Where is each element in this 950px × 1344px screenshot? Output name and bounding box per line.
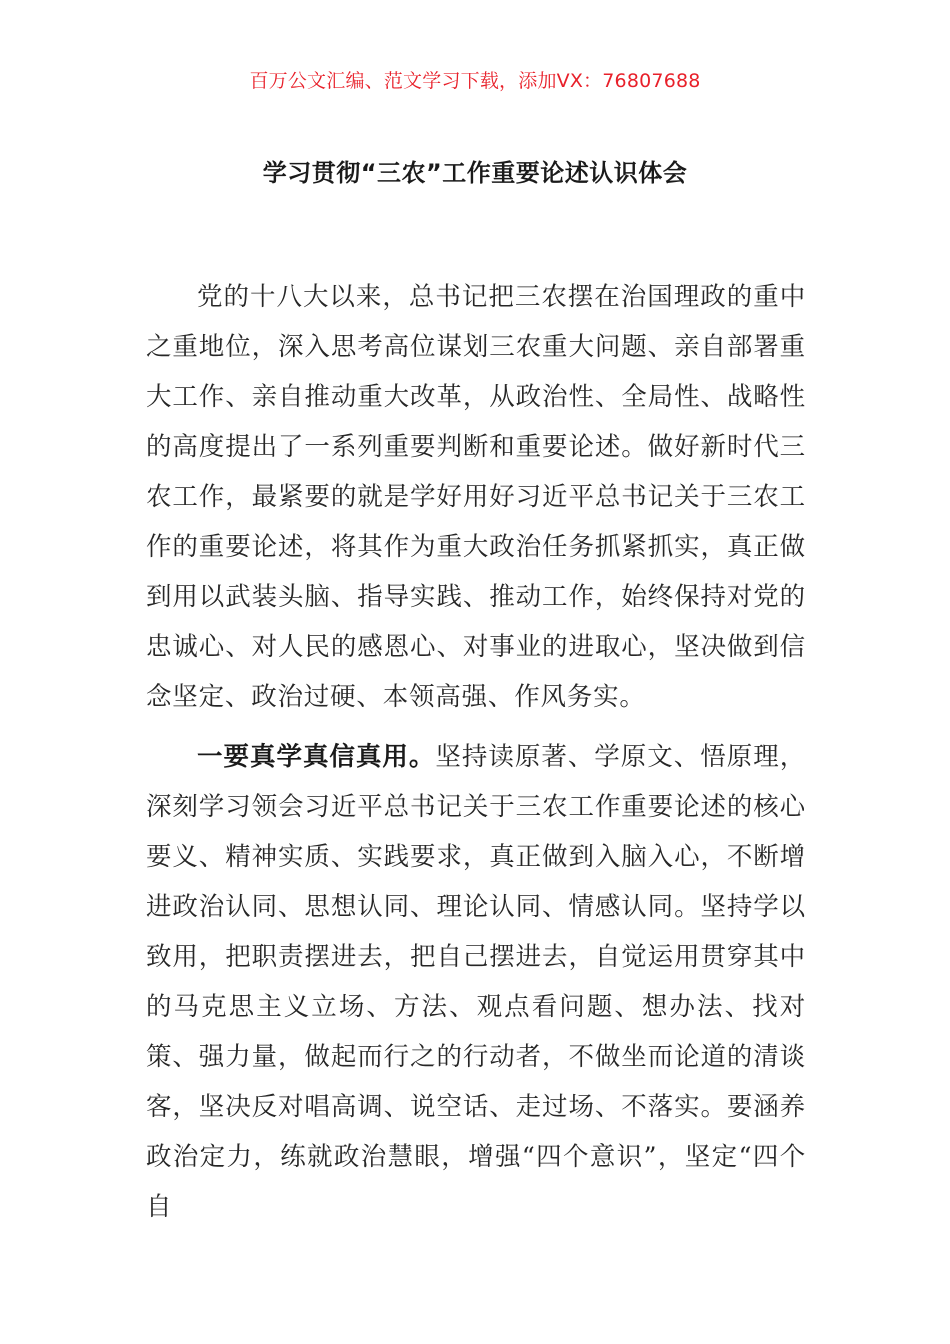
paragraph-intro xyxy=(146,272,806,722)
paragraph-text: 党的十八大以来，总书记把三农摆在治国理政的重中之重地位，深入思考高位谋划三农重大问题、亲自部署重大工作、亲自推动重大改革，从政治性、全局性、战略性的高度提出了一系列重要判断和重要论述。做好新时代三农工作，最紧要的就是学好用好习近平总书记关于三农工作的重要论述，将其作为重大政治任务抓紧抓实，真正做到用以武装头脑、指导实践、推动工作，始终保持对党的忠诚心、对人民的感恩心、对事业的进取心，坚决做到信念坚定、政治过硬、本领高强、作风务实。 xyxy=(146,282,806,712)
paragraph-text: 坚持读原著、学原文、悟原理，深刻学习领会习近平总书记关于三农工作重要论述的核心要义、精神实质、实践要求，真正做到入脑入心，不断增进政治认同、思想认同、理论认同、情感认同。坚持学以致用，把职责摆进去，把自己摆进去，自觉运用贯穿其中的马克思主义立场、方法、观点看问题、想办法、找对策、强力量，做起而行之的行动者，不做坐而论道的清谈客，坚决反对唱高调、说空话、走过场、不落实。要涵养政治定力，练就政治慧眼，增强“四个意识”，坚定“四个自 xyxy=(146,742,807,1222)
header-watermark-note: 百万公文汇编、范文学习下载，添加VX：76807688 xyxy=(249,70,701,92)
paragraph-point-one xyxy=(146,732,806,1232)
document-body xyxy=(146,272,806,1232)
document-title: 学习贯彻“三农”工作重要论述认识体会 xyxy=(262,159,688,187)
paragraph-lead-heading: 一要真学真信真用。 xyxy=(197,742,436,772)
